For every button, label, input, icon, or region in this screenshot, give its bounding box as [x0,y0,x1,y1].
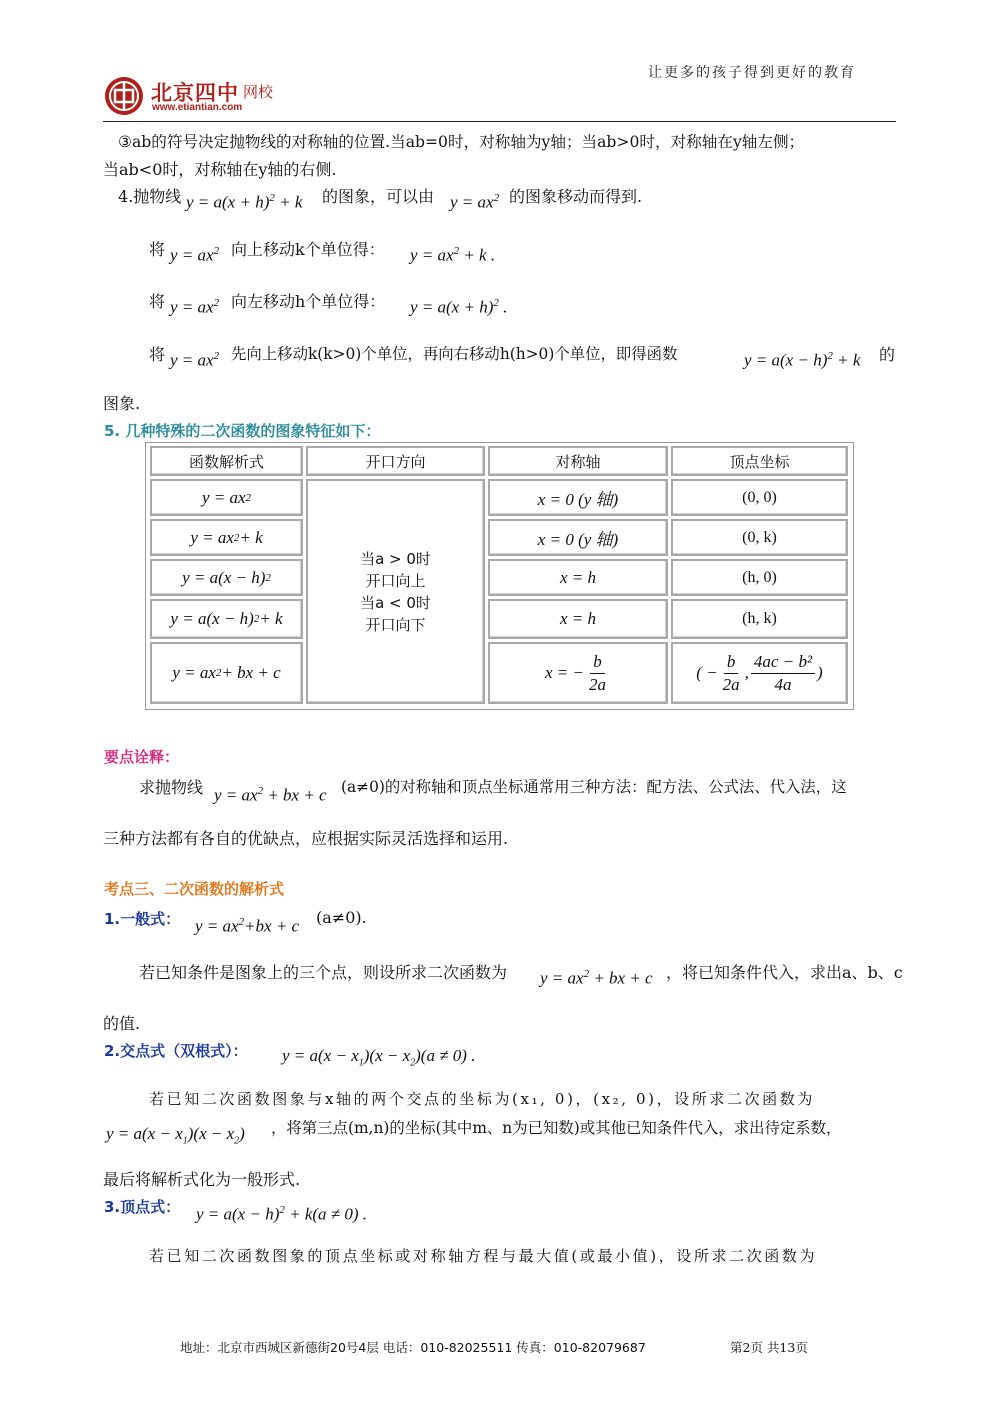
p4-suffix: 的图象移动而得到. [509,187,643,206]
general-para-suffix: ，将已知条件代入，求出a、b、c [666,963,903,982]
move-up-text: 向上移动k个单位得： [231,240,385,259]
table-cell-vertex-last: ( − $\frac{b}{2a}$ , $\frac{\text{4ac − b²}}{4a}$ ) [671,642,848,704]
opening-line1: 当a > 0时 [360,549,431,568]
feature-table [145,442,854,710]
vx-frac-den: 2a [722,674,740,694]
table-cell-axis: x = 0 (y 轴) [488,519,668,556]
formula-vertex-hk: $y = a(x + h)^2 + k$ [186,192,303,212]
move-up-prefix: 将 [149,240,166,259]
table-row: y = a(x − h) 2 + k [150,599,303,639]
footer-address: 地址：北京市西城区新德街20号4层 电话：010-82025511 传真：010-82079687 [180,1340,646,1355]
keypoint-title: 要点诠释： [104,748,180,766]
move-left-text: 向左移动h个单位得： [231,292,386,311]
formula-basic-3: $y = ax^2$ [170,297,220,317]
kp-mid: (a≠0)的对称轴和顶点坐标通常用三种方法：配方法、公式法、代入法，这 [341,778,847,796]
logo-sub: 网校 [243,83,274,101]
p3-line1: ③ab的符号决定抛物线的对称轴的位置.当ab=0时，对称轴为y轴；当ab>0时，对称轴在y轴左侧； [118,133,805,151]
table-cell-axis: x = h [488,599,668,639]
opening-line3: 当a < 0时 [360,593,431,612]
header-slogan: 让更多的孩子得到更好的教育 [648,65,856,81]
opening-line4: 开口向下 [365,615,426,634]
vy-frac-num: 4ac − b² [751,651,815,674]
kd3-title: 考点三、二次函数的解析式 [104,880,285,898]
formula-general-3: $y = ax^2$ + bx + c [540,968,653,988]
root-para-line3: 最后将解析式化为一般形式. [103,1170,301,1189]
root-para-line2: ，将第三点(m,n)的坐标(其中m、n为已知数)或其他已知条件代入，求出待定系数， [271,1119,842,1137]
logo-url: www.etiantian.com [152,102,243,113]
header-rule [103,121,896,122]
vy-frac-den: 4a [774,674,792,694]
table-cell-vertex: (0, 0) [671,479,848,516]
formula-basic-4: $y = ax^2$ [170,350,220,370]
logo-emblem-icon [103,75,145,117]
move-both-prefix: 将 [149,345,166,364]
move-both-tail: 的 [879,345,896,364]
formula-basic-2: $y = ax^2$ [170,245,220,265]
axis-frac-num: b [590,651,605,674]
table-row: y = a(x − h) 2 [150,559,303,596]
table-cell-axis: x = h [488,559,668,596]
table-row: y = ax 2 + k [150,519,303,556]
move-both-end: 图象. [103,394,141,413]
root-form-title: 2.交点式（双根式）： [104,1042,248,1060]
formula-left-h: $y = a(x + h)^2$ . [410,297,508,317]
formula-general-1: $y = ax^2$ + bx + c [214,785,327,805]
formula-vertex-general: $y = a(x - h)^2 + k(a \ne 0)$ . [196,1204,368,1224]
table-cell-vertex: (0, k) [671,519,848,556]
formula-basic-1: $y = ax^2$ [450,192,500,212]
root-para-line1: 若已知二次函数图象与x轴的两个交点的坐标为(x₁, 0)，(x₂, 0)，设所求二次函数为 [149,1090,815,1108]
table-cell-vertex: (h, 0) [671,559,848,596]
p3-line2: 当ab<0时，对称轴在y轴的右侧. [103,160,337,179]
table-row: y = ax 2 + bx + c [150,642,303,704]
p4-prefix: 4.抛物线 [118,187,182,206]
general-para-line2: 的值. [103,1014,141,1033]
general-form-tail: (a≠0). [316,908,367,927]
opening-line2: 开口向上 [365,571,426,590]
vertex-para-line1: 若已知二次函数图象的顶点坐标或对称轴方程与最大值(或最小值)，设所求二次函数为 [149,1247,818,1265]
formula-general-2: $y = ax^2+bx + c$ [195,916,300,936]
axis-frac-den: 2a [589,674,606,694]
th-function: 函数解析式 [150,446,303,476]
footer-page: 第2页 共13页 [730,1340,808,1355]
table-cell-axis: x = 0 (y 轴) [488,479,668,516]
vertex-form-title: 3.顶点式： [104,1198,181,1216]
logo-name: 北京四中 [151,81,239,105]
formula-shift-hk: $y = a(x - h)^2 + k$ [744,350,861,370]
logo [103,75,293,119]
table-cell-axis-last: x = − $\frac{b}{2a}$ [488,642,668,704]
move-both-text: 先向上移动k(k>0)个单位，再向右移动h(h>0)个单位，即得函数 [231,345,678,363]
general-form-title: 1.一般式： [104,910,181,928]
p4-mid: 的图象，可以由 [322,187,435,206]
formula-up-k: $y = ax^2 + k$ . [410,245,496,265]
formula-roots-1: $y = a(x - x_1)(x - x_2)(a \ne 0)$ . [282,1046,476,1069]
formula-roots-2: $y = a(x - x_1)(x - x_2)$ [106,1124,245,1147]
general-para-prefix: 若已知条件是图象上的三个点，则设所求二次函数为 [139,963,508,982]
th-vertex: 顶点坐标 [671,446,848,476]
move-left-prefix: 将 [149,292,166,311]
th-opening: 开口方向 [306,446,485,476]
kp-prefix: 求抛物线 [139,778,204,797]
vx-frac-num: b [724,651,739,674]
kp-line2: 三种方法都有各自的优缺点，应根据实际灵活选择和运用. [103,829,509,848]
th-axis: 对称轴 [488,446,668,476]
table-cell-vertex: (h, k) [671,599,848,639]
opening-direction-cell [306,479,485,704]
table-row: y = ax 2 [150,479,303,516]
section5-title: 5. 几种特殊的二次函数的图象特征如下： [104,422,381,440]
